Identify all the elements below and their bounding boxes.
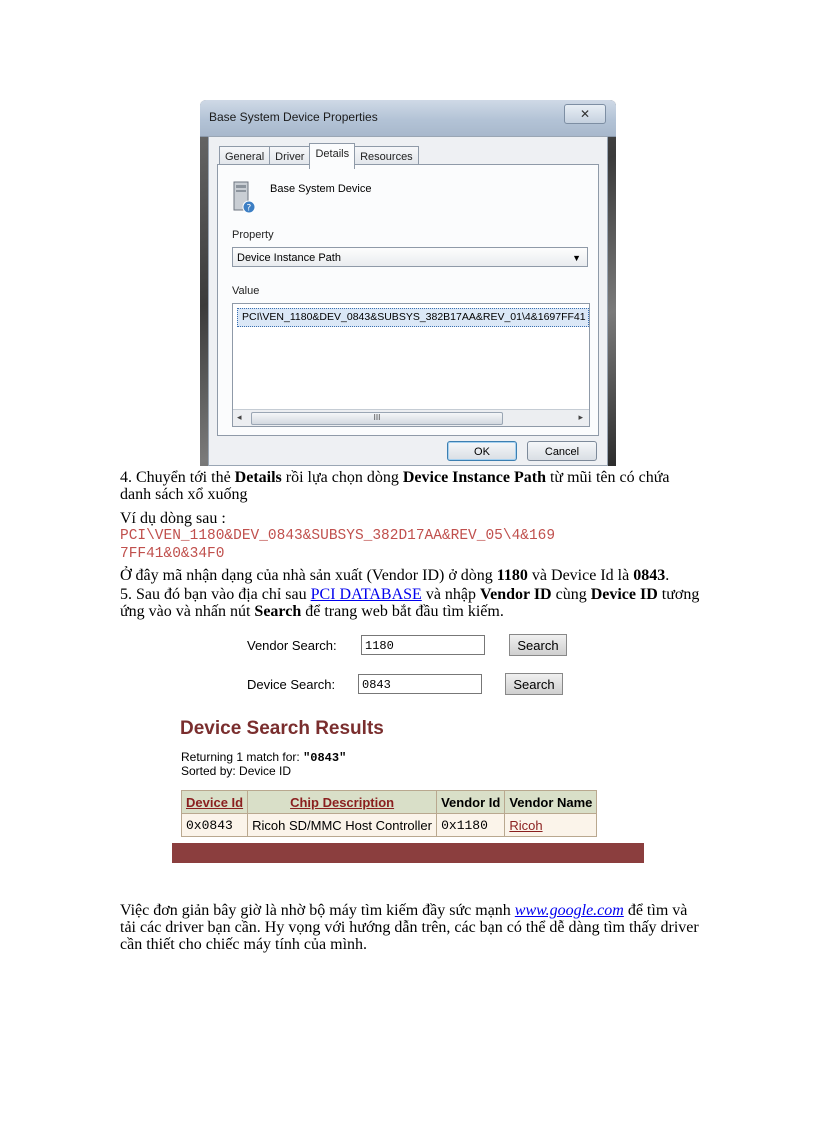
step4-path: Device Instance Path [402, 469, 546, 486]
header-device-id[interactable]: Device Id [182, 791, 248, 814]
step5-search: Search [254, 603, 302, 620]
ok-button[interactable]: OK [447, 441, 517, 461]
vendor-search-label: Vendor Search: [247, 638, 337, 653]
svg-text:?: ? [246, 203, 252, 214]
dialog-tabs [219, 143, 418, 165]
device-icon [232, 181, 256, 215]
explain-device: 0843 [633, 567, 666, 584]
value-selected-line[interactable]: PCI\VEN_1180&DEV_0843&SUBSYS_382B17AA&REV_01\4&1697FF41 [237, 308, 589, 327]
step5-mid2: cùng [551, 586, 591, 603]
dialog-titlebar [200, 100, 616, 137]
device-properties-screenshot [200, 100, 616, 466]
example-line-2: 7FF41&0&34F0 [120, 546, 225, 562]
header-vendor-name: Vendor Name [505, 791, 597, 814]
table-header-row [182, 791, 597, 814]
close-icon[interactable]: ✕ [564, 104, 606, 124]
dialog-body [208, 136, 608, 466]
results-footer-bar [172, 843, 644, 863]
property-dropdown[interactable] [232, 247, 588, 267]
explain-end: . [665, 567, 670, 584]
results-returning-prefix: Returning 1 match for: [181, 750, 304, 764]
tab-general[interactable]: General [219, 146, 270, 169]
explain-prefix: Ở đây mã nhận dạng của nhà sản xuất (Vendor ID) ở dòng [120, 567, 497, 584]
table-row [182, 814, 597, 837]
step5-vendor-id: Vendor ID [480, 586, 552, 603]
explain-paragraph [120, 567, 700, 584]
cancel-button[interactable]: Cancel [527, 441, 597, 461]
results-query: "0843" [303, 751, 347, 765]
step5-suffix: để trang web bắt đầu tìm kiếm. [301, 603, 504, 620]
explain-mid: và Device Id là [527, 567, 634, 584]
scroll-left-icon[interactable]: ◂ [237, 412, 242, 422]
value-label: Value [232, 285, 260, 297]
tab-details[interactable]: Details [309, 143, 355, 169]
vendor-search-button[interactable]: Search [509, 634, 567, 656]
explain-vendor: 1180 [496, 567, 528, 584]
cell-chip-description: Ricoh SD/MMC Host Controller [248, 814, 437, 837]
vendor-name-link[interactable]: Ricoh [509, 817, 543, 833]
step5-mid1: và nhập [421, 586, 481, 603]
step5-mid3: tương ứng vào và nhấn nút [120, 586, 700, 620]
property-selected-value: Device Instance Path [237, 252, 341, 264]
cell-vendor-id: 0x1180 [437, 814, 505, 837]
cell-device-id: 0x0843 [182, 814, 248, 837]
scroll-thumb[interactable]: III [251, 412, 503, 425]
tab-resources[interactable]: Resources [354, 146, 419, 169]
value-list[interactable] [232, 303, 590, 427]
step5-prefix: 5. Sau đó bạn vào địa chỉ sau [120, 586, 311, 603]
step4-mid: rồi lựa chọn dòng [281, 469, 403, 486]
google-link[interactable]: www.google.com [514, 902, 624, 919]
results-returning [181, 750, 346, 765]
closing-paragraph [120, 902, 700, 953]
chevron-down-icon: ▼ [572, 253, 581, 263]
device-name: Base System Device [270, 183, 372, 195]
example-intro: Ví dụ dòng sau : [120, 510, 226, 527]
dialog-title: Base System Device Properties [209, 110, 378, 124]
step4-prefix: 4. Chuyển tới thẻ [120, 469, 235, 486]
results-table [181, 790, 597, 837]
closing-suffix: để tìm và tải các driver bạn cần. Hy vọng với hướng dẫn trên, các bạn có thể dễ dàng tìm thấy driver cần thiết cho chiếc máy tính của mình. [120, 902, 699, 953]
step4-suffix: từ mũi tên có chứa danh sách xổ xuống [120, 469, 670, 503]
step4-details: Details [234, 469, 282, 486]
results-sorted-by: Sorted by: Device ID [181, 764, 292, 778]
closing-prefix: Việc đơn giản bây giờ là nhờ bộ máy tìm kiếm đầy sức mạnh [120, 902, 515, 919]
details-panel [217, 164, 599, 436]
header-vendor-id: Vendor Id [437, 791, 505, 814]
device-search-button[interactable]: Search [505, 673, 563, 695]
tab-driver[interactable]: Driver [269, 146, 310, 169]
step5-device-id: Device ID [590, 586, 658, 603]
scroll-right-icon[interactable]: ▸ [578, 412, 583, 422]
horizontal-scrollbar[interactable] [233, 409, 589, 426]
device-search-input[interactable]: 0843 [358, 674, 482, 694]
example-line-1: PCI\VEN_1180&DEV_0843&SUBSYS_382D17AA&REV_05\4&169 [120, 528, 556, 544]
device-search-label: Device Search: [247, 677, 336, 692]
pci-database-link[interactable]: PCI DATABASE [310, 586, 422, 603]
property-label: Property [232, 229, 274, 241]
header-chip-description[interactable]: Chip Description [248, 791, 437, 814]
step5-paragraph [120, 586, 700, 620]
step4-paragraph [120, 469, 700, 503]
results-title: Device Search Results [180, 718, 384, 739]
vendor-search-input[interactable]: 1180 [361, 635, 485, 655]
